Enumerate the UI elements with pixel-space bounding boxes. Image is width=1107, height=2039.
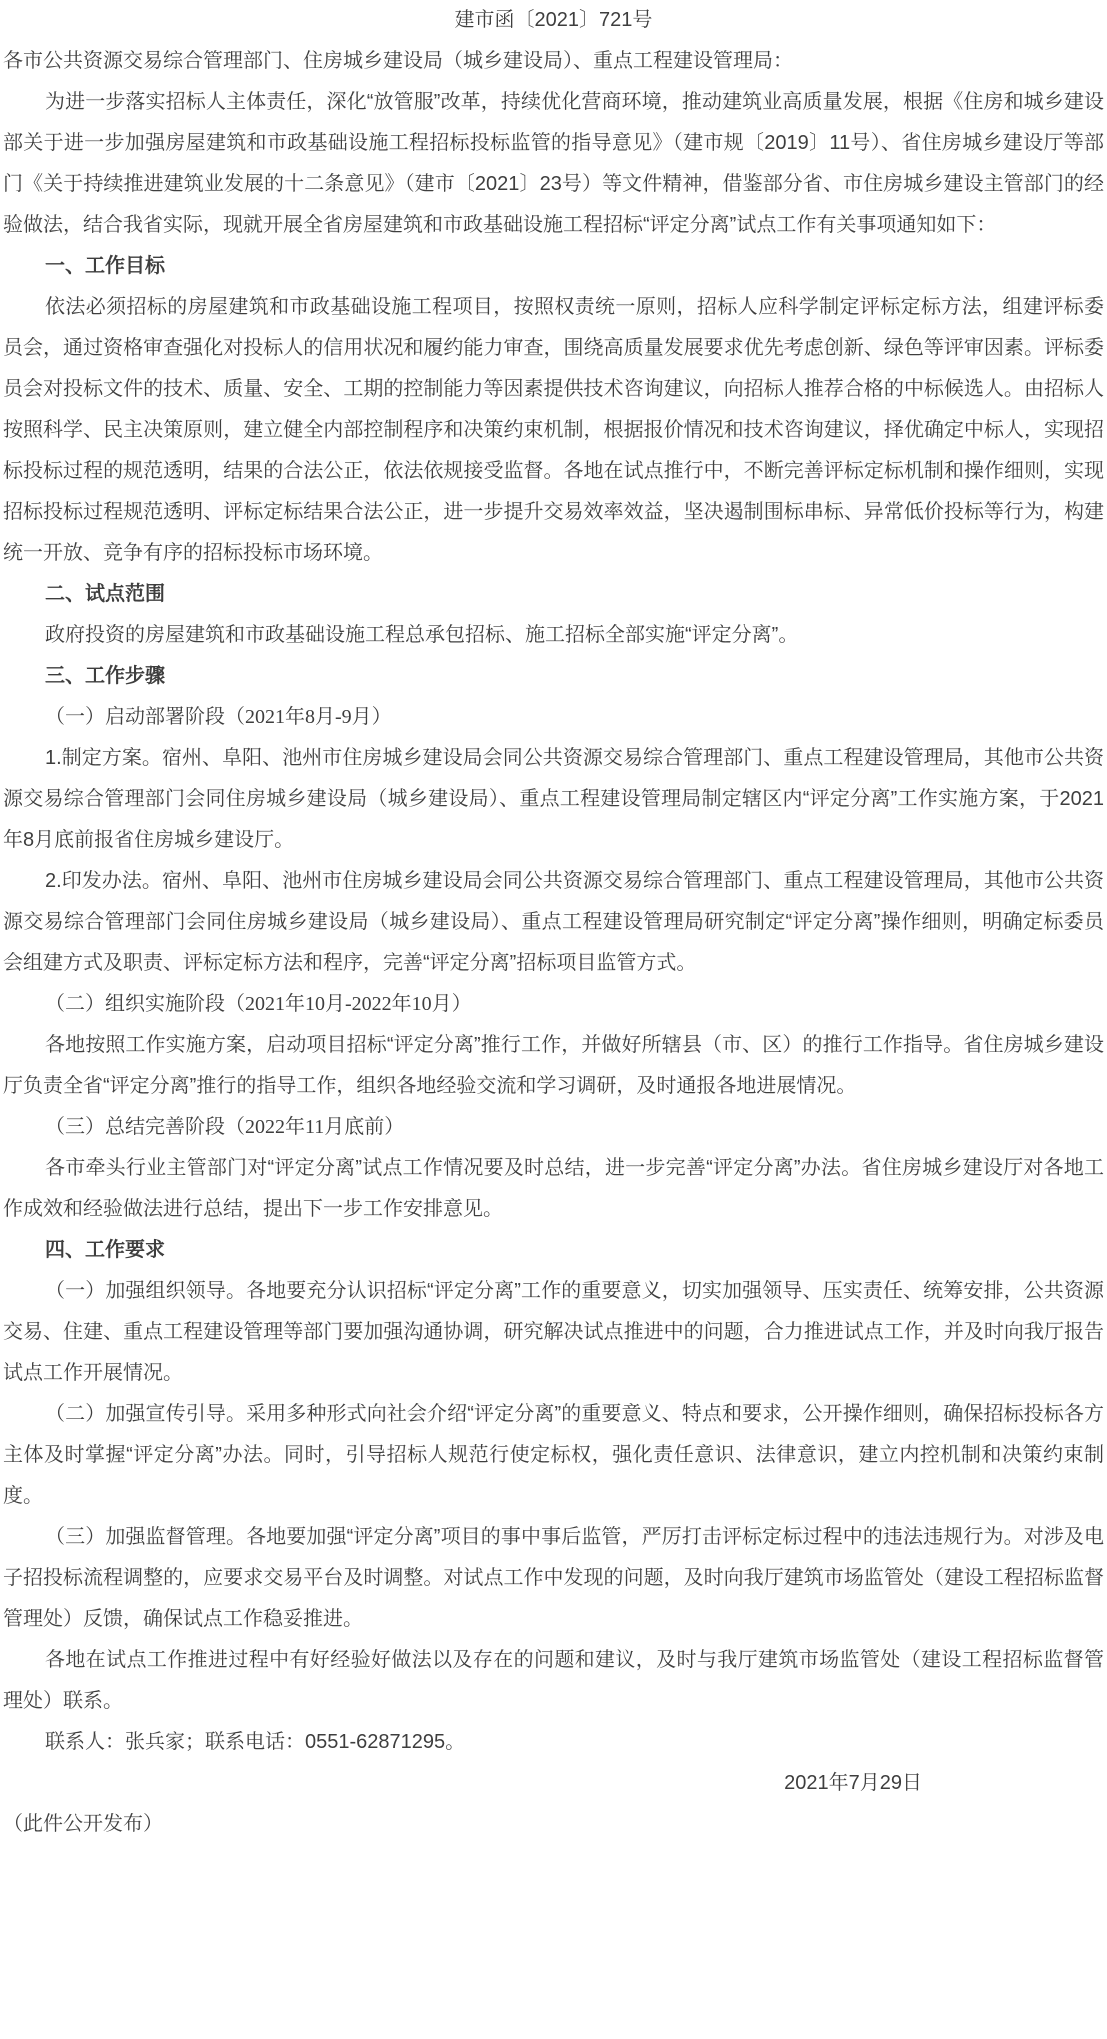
public-release-note: （此件公开发布） [3,1813,163,1835]
stage-1-paragraph-2: 2.印发办法。宿州、阜阳、池州市住房城乡建设局会同公共资源交易综合管理部门、重点工程建设管理局，其他市公共资源交易综合管理部门会同住房城乡建设局（城乡建设局）、重点工程建设管理局研究制定“评定分离”操作细则，明确定标委员会组建方式及职责、评标定标方法和程序，完善“评定分离”招标项目监管方式。 [3,870,1104,974]
stage-2-subheading: （二）组织实施阶段（2021年10月-2022年10月） [45,993,472,1015]
issue-date: 2021年7月29日 [784,1772,922,1794]
salutation: 各市公共资源交易综合管理部门、住房城乡建设局（城乡建设局）、重点工程建设管理局： [3,50,793,72]
closing-paragraph: 各地在试点工作推进过程中有好经验好做法以及存在的问题和建议，及时与我厅建筑市场监管处（建设工程招标监督管理处）联系。 [3,1649,1104,1712]
stage-3-subheading: （三）总结完善阶段（2022年11月底前） [45,1116,405,1138]
stage-3-paragraph: 各市牵头行业主管部门对“评定分离”试点工作情况要及时总结，进一步完善“评定分离”办法。省住房城乡建设厅对各地工作成效和经验做法进行总结，提出下一步工作安排意见。 [3,1157,1104,1220]
stage-1-paragraph-1: 1.制定方案。宿州、阜阳、池州市住房城乡建设局会同公共资源交易综合管理部门、重点工程建设管理局，其他市公共资源交易综合管理部门会同住房城乡建设局（城乡建设局）、重点工程建设管理局制定辖区内“评定分离”工作实施方案，于2021年8月底前报省住房城乡建设厅。 [3,747,1104,851]
section-1-paragraph: 依法必须招标的房屋建筑和市政基础设施工程项目，按照权责统一原则，招标人应科学制定评标定标方法，组建评标委员会，通过资格审查强化对投标人的信用状况和履约能力审查，围绕高质量发展要求优先考虑创新、绿色等评审因素。评标委员会对投标文件的技术、质量、安全、工期的控制能力等因素提供技术咨询建议，向招标人推荐合格的中标候选人。由招标人按照科学、民主决策原则，建立健全内部控制程序和决策约束机制，根据报价情况和技术咨询建议，择优确定中标人，实现招标投标过程的规范透明，结果的合法公正，依法依规接受监督。各地在试点推行中，不断完善评标定标机制和操作细则，实现招标投标过程规范透明、评标定标结果合法公正，进一步提升交易效率效益，坚决遏制围标串标、异常低价投标等行为，构建统一开放、竞争有序的招标投标市场环境。 [3,296,1104,564]
section-4-heading: 四、工作要求 [45,1239,165,1261]
requirement-paragraph-3: （三）加强监督管理。各地要加强“评定分离”项目的事中事后监管，严厉打击评标定标过程中的违法违规行为。对涉及电子招投标流程调整的，应要求交易平台及时调整。对试点工作中发现的问题，及时向我厅建筑市场监管处（建设工程招标监督管理处）反馈，确保试点工作稳妥推进。 [3,1526,1104,1630]
requirement-paragraph-2: （二）加强宣传引导。采用多种形式向社会介绍“评定分离”的重要意义、特点和要求，公开操作细则，确保招标投标各方主体及时掌握“评定分离”办法。同时，引导招标人规范行使定标权，强化责任意识、法律意识，建立内控机制和决策约束制度。 [3,1403,1104,1507]
section-3-heading: 三、工作步骤 [45,665,165,687]
section-2-heading: 二、试点范围 [45,583,165,605]
intro-paragraph: 为进一步落实招标人主体责任，深化“放管服”改革，持续优化营商环境，推动建筑业高质量发展，根据《住房和城乡建设部关于进一步加强房屋建筑和市政基础设施工程招标投标监管的指导意见》（建市规〔2019〕11号）、省住房城乡建设厅等部门《关于持续推进建筑业发展的十二条意见》（建市〔2021〕23号）等文件精神，借鉴部分省、市住房城乡建设主管部门的经验做法，结合我省实际，现就开展全省房屋建筑和市政基础设施工程招标“评定分离”试点工作有关事项通知如下： [3,91,1104,236]
section-1-heading: 一、工作目标 [45,255,165,277]
stage-2-paragraph: 各地按照工作实施方案，启动项目招标“评定分离”推行工作，并做好所辖县（市、区）的推行工作指导。省住房城乡建设厅负责全省“评定分离”推行的指导工作，组织各地经验交流和学习调研，及时通报各地进展情况。 [3,1034,1104,1097]
doc-number: 建市函〔2021〕721号 [454,9,653,31]
section-2-paragraph: 政府投资的房屋建筑和市政基础设施工程总承包招标、施工招标全部实施“评定分离”。 [45,624,799,646]
contact-line: 联系人：张兵家；联系电话：0551-62871295。 [45,1731,466,1753]
stage-1-subheading: （一）启动部署阶段（2021年8月-9月） [45,706,392,728]
requirement-paragraph-1: （一）加强组织领导。各地要充分认识招标“评定分离”工作的重要意义，切实加强领导、压实责任、统筹安排，公共资源交易、住建、重点工程建设管理等部门要加强沟通协调，研究解决试点推进中的问题，合力推进试点工作，并及时向我厅报告试点工作开展情况。 [3,1280,1104,1384]
